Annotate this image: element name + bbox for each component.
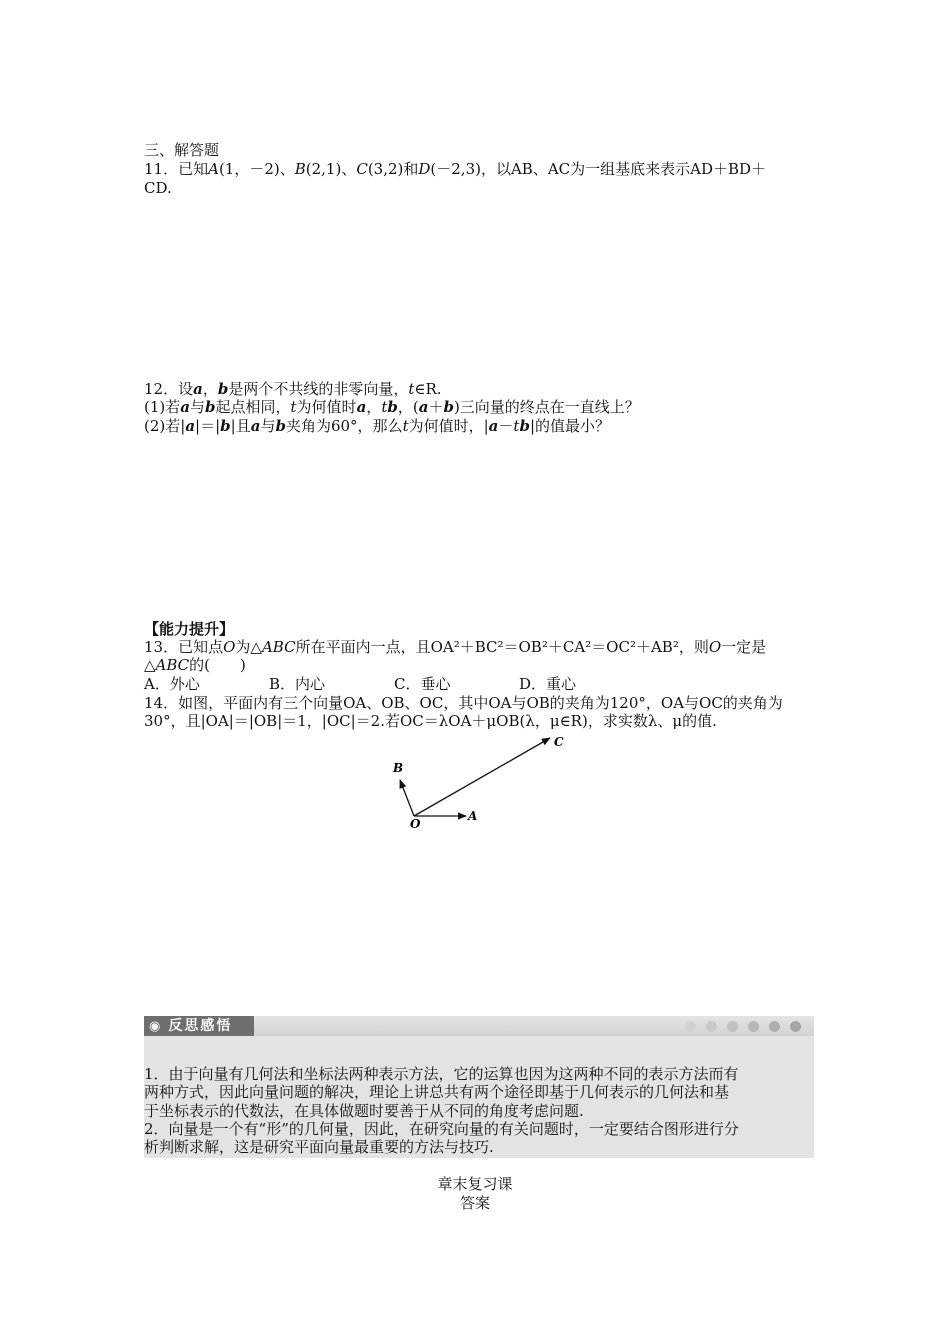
- q14-line2: 30°，且|OA|＝|OB|＝1，|OC|＝2.若OC＝λOA＋μOB(λ，μ∈R)，求实数λ、μ的值.: [144, 712, 717, 730]
- decor-dot-icon: [727, 1021, 738, 1032]
- reflection-title: 反思感悟: [168, 1018, 233, 1034]
- vector-oc: [414, 738, 550, 816]
- label-b: B: [393, 761, 404, 775]
- q13-line2: △ABC的( ): [144, 656, 246, 674]
- q13-option-c: C．垂心: [394, 675, 451, 693]
- answer-heading: 答案: [459, 1194, 490, 1212]
- label-a: A: [468, 809, 478, 823]
- q13-option-a: A．外心: [144, 675, 200, 693]
- vector-ob: [400, 780, 414, 816]
- reflection-tab: [144, 1016, 254, 1036]
- q11-line1: 11．已知A(1，－2)、B(2,1)、C(3,2)和D(－2,3)，以AB、AC为一组基底来表示AD＋BD＋: [144, 160, 767, 178]
- decor-dot-icon: [769, 1021, 780, 1032]
- q13-option-b: B．内心: [269, 675, 326, 693]
- label-c: C: [554, 735, 564, 749]
- bullet-circle-icon: ◉: [149, 1019, 163, 1034]
- label-o: O: [410, 817, 421, 831]
- vector-figure: [380, 728, 580, 832]
- decor-dot-icon: [790, 1021, 801, 1032]
- decor-dot-icon: [685, 1021, 696, 1032]
- decor-dot-icon: [706, 1021, 717, 1032]
- q12-line3: (2)若|a|＝|b|且a与b夹角为60°，那么t为何值时，|a－tb|的值最小？: [144, 417, 610, 435]
- section-title: 三、解答题: [144, 141, 220, 159]
- q13-line1: 13．已知点O为△ABC所在平面内一点，且OA²＋BC²＝OB²＋CA²＝OC²＋AB²，则O一定是: [144, 638, 767, 656]
- reflection-line: 2．向量是一个有“形”的几何量，因此，在研究向量的有关问题时，一定要结合图形进行分: [144, 1120, 739, 1138]
- ability-title: 【能力提升】: [144, 620, 235, 638]
- q11-line2: CD.: [144, 179, 172, 197]
- q12-line2: (1)若a与b起点相同，t为何值时a，tb，(a＋b)三向量的终点在一直线上？: [144, 398, 640, 416]
- chapter-footer: 章末复习课: [437, 1175, 513, 1193]
- q12-line1: 12．设a，b是两个不共线的非零向量，t∈R.: [144, 380, 442, 398]
- q13-option-d: D．重心: [519, 675, 577, 693]
- reflection-line: 1．由于向量有几何法和坐标法两种表示方法，它的运算也因为这两种不同的表示方法而有: [144, 1065, 739, 1083]
- reflection-line: 两种方式，因此向量问题的解决，理论上讲总共有两个途径即基于几何表示的几何法和基: [144, 1083, 730, 1101]
- decor-dot-icon: [748, 1021, 759, 1032]
- reflection-line: 于坐标表示的代数法，在具体做题时要善于从不同的角度考虑问题.: [144, 1102, 584, 1120]
- q14-line1: 14．如图，平面内有三个向量OA、OB、OC，其中OA与OB的夹角为120°，OA与OC的夹角为: [144, 694, 783, 712]
- reflection-line: 析判断求解，这是研究平面向量最重要的方法与技巧.: [144, 1138, 494, 1156]
- reflection-body: [144, 1036, 814, 1158]
